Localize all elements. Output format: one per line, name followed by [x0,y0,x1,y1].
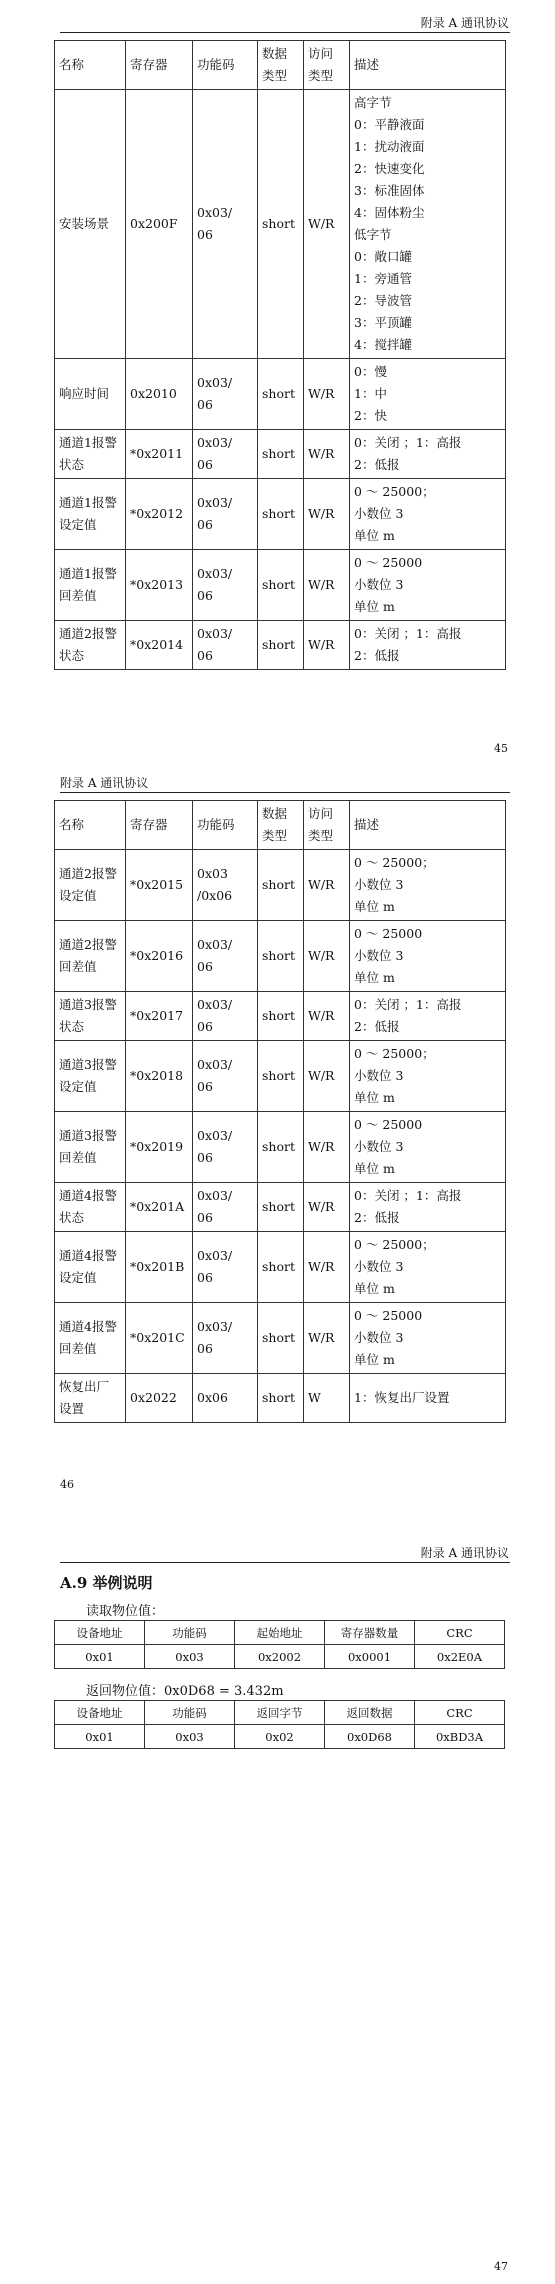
cell-access-type: W/R [304,430,350,479]
description-line: 小数位 3 [354,506,404,521]
table-row [55,992,506,1041]
page-number: 46 [60,1478,74,1491]
cell-register: *0x2014 [126,621,193,670]
description-line: 0：关闭 ；1：高报 [354,626,462,641]
description-line: 0：关闭 ；1：高报 [354,1188,462,1203]
cell-register: 0x2022 [126,1374,193,1423]
cell-function-code: 0x03/ 06 [193,550,258,621]
description-line: 0：平静液面 [354,117,425,132]
cell-name: 安装场景 [55,90,126,359]
cell-function-code: 0x03/ 06 [193,992,258,1041]
cell-description [350,430,506,479]
cell-description [350,90,506,359]
header-rule [60,32,510,33]
cell-function-code: 0x03/ 06 [193,1303,258,1374]
cell-function-code: 0x03/ 06 [193,90,258,359]
description-line: 2：快 [354,408,387,423]
cell-data-type: short [258,1374,304,1423]
cell-access-type: W/R [304,1232,350,1303]
col-name: 名称 [55,801,126,850]
description-line: 0 ～ 25000； [354,1046,435,1061]
cell-name: 通道1报警设定值 [55,479,126,550]
col-data-type: 数据类型 [258,41,304,90]
header-rule [60,792,510,793]
description-line: 3：平顶罐 [354,315,412,330]
table-cell: 功能码 [145,1621,235,1645]
col-function-code: 功能码 [193,41,258,90]
cell-access-type: W/R [304,1183,350,1232]
cell-register: *0x2011 [126,430,193,479]
cell-description [350,850,506,921]
description-line: 低字节 [354,227,392,242]
table-cell: 寄存器数量 [325,1621,415,1645]
cell-register: *0x2018 [126,1041,193,1112]
cell-name: 通道4报警状态 [55,1183,126,1232]
cell-register: *0x2016 [126,921,193,992]
cell-description [350,921,506,992]
table-row [55,1183,506,1232]
table-cell: 0x01 [55,1725,145,1749]
col-function-code: 功能码 [193,801,258,850]
description-line: 2：低报 [354,648,400,663]
cell-register: *0x2013 [126,550,193,621]
cell-data-type: short [258,479,304,550]
cell-name: 通道1报警状态 [55,430,126,479]
description-line: 单位 m [354,1090,395,1105]
page-number: 45 [494,742,508,755]
description-line: 高字节 [354,95,392,110]
cell-register: *0x201C [126,1303,193,1374]
cell-description [350,359,506,430]
cell-register: 0x200F [126,90,193,359]
cell-name: 恢复出厂设置 [55,1374,126,1423]
cell-name: 通道2报警状态 [55,621,126,670]
table-header-row [55,801,506,850]
description-line: 0：关闭 ；1：高报 [354,435,462,450]
table-row [55,1303,506,1374]
cell-data-type: short [258,921,304,992]
cell-description [350,992,506,1041]
description-line: 单位 m [354,599,395,614]
header-rule [60,1562,510,1563]
table-row [55,921,506,992]
cell-name: 通道3报警设定值 [55,1041,126,1112]
page-number: 47 [494,2260,508,2273]
description-line: 2：导波管 [354,293,412,308]
cell-data-type: short [258,1303,304,1374]
description-line: 2：快速变化 [354,161,425,176]
cell-access-type: W/R [304,1112,350,1183]
cell-description [350,1112,506,1183]
col-data-type: 数据类型 [258,801,304,850]
table-cell: 返回字节 [235,1701,325,1725]
cell-name: 通道2报警回差值 [55,921,126,992]
register-table-1 [54,40,506,670]
cell-description [350,1232,506,1303]
cell-register: *0x2019 [126,1112,193,1183]
cell-description [350,1374,506,1423]
cell-data-type: short [258,1183,304,1232]
description-line: 0 ～ 25000； [354,1237,435,1252]
cell-access-type: W/R [304,550,350,621]
return-response-table [54,1700,505,1749]
col-name: 名称 [55,41,126,90]
description-line: 0 ～ 25000； [354,855,435,870]
table-cell: 0x2002 [235,1645,325,1669]
page-3 [0,1530,555,2284]
page-header: 附录 A 通讯协议 [420,16,509,30]
table-cell: 0x02 [235,1725,325,1749]
cell-name: 通道2报警设定值 [55,850,126,921]
description-line: 2：低报 [354,1019,400,1034]
description-line: 小数位 3 [354,577,404,592]
description-line: 小数位 3 [354,948,404,963]
page-1 [0,0,555,760]
table-cell: 0x01 [55,1645,145,1669]
table-row [55,1112,506,1183]
cell-access-type: W/R [304,992,350,1041]
col-register: 寄存器 [126,41,193,90]
cell-name: 通道4报警设定值 [55,1232,126,1303]
col-description: 描述 [350,41,506,90]
cell-name: 通道4报警回差值 [55,1303,126,1374]
table-cell: 0x0D68 [325,1725,415,1749]
description-line: 4：搅拌罐 [354,337,412,352]
table-row [55,1645,505,1669]
cell-function-code: 0x03/ 06 [193,1041,258,1112]
table-cell: 0x03 [145,1725,235,1749]
cell-description [350,1303,506,1374]
cell-data-type: short [258,1112,304,1183]
description-line: 小数位 3 [354,877,404,892]
table-row [55,90,506,359]
cell-function-code: 0x03/ 06 [193,1232,258,1303]
cell-access-type: W/R [304,90,350,359]
cell-data-type: short [258,992,304,1041]
description-line: 0 ～ 25000 [354,1117,423,1132]
table-cell: 0xBD3A [415,1725,505,1749]
table-cell: 0x03 [145,1645,235,1669]
description-line: 单位 m [354,1281,395,1296]
cell-function-code: 0x03/ 06 [193,479,258,550]
table-cell: 0x0001 [325,1645,415,1669]
description-line: 4：固体粉尘 [354,205,425,220]
description-line: 小数位 3 [354,1259,404,1274]
cell-description [350,1183,506,1232]
cell-data-type: short [258,1041,304,1112]
table-row [55,359,506,430]
cell-access-type: W/R [304,1041,350,1112]
cell-access-type: W/R [304,850,350,921]
table-cell: 返回数据 [325,1701,415,1725]
description-line: 1：旁通管 [354,271,412,286]
table-cell: 功能码 [145,1701,235,1725]
table-row [55,1725,505,1749]
description-line: 0：关闭 ；1：高报 [354,997,462,1012]
description-line: 1：中 [354,386,387,401]
table-row [55,621,506,670]
cell-name: 通道3报警状态 [55,992,126,1041]
description-line: 1：恢复出厂设置 [354,1390,450,1405]
description-line: 小数位 3 [354,1330,404,1345]
cell-access-type: W [304,1374,350,1423]
cell-register: *0x201A [126,1183,193,1232]
table-cell: 设备地址 [55,1701,145,1725]
table-row [55,1041,506,1112]
description-line: 单位 m [354,528,395,543]
table-row [55,1374,506,1423]
cell-access-type: W/R [304,1303,350,1374]
description-line: 单位 m [354,899,395,914]
cell-description [350,479,506,550]
cell-name: 通道1报警回差值 [55,550,126,621]
description-line: 0：敞口罐 [354,249,412,264]
description-line: 3：标准固体 [354,183,425,198]
cell-function-code: 0x03/ 06 [193,1112,258,1183]
cell-data-type: short [258,550,304,621]
cell-register: *0x2012 [126,479,193,550]
page-header: 附录 A 通讯协议 [60,776,149,790]
read-caption: 读取物位值： [86,1604,165,1619]
cell-access-type: W/R [304,621,350,670]
table-cell: CRC [415,1701,505,1725]
cell-function-code: 0x03/ 06 [193,1183,258,1232]
col-register: 寄存器 [126,801,193,850]
cell-register: *0x2017 [126,992,193,1041]
description-line: 1：扰动液面 [354,139,425,154]
cell-function-code: 0x03/ 06 [193,621,258,670]
table-header-row [55,1701,505,1725]
cell-register: 0x2010 [126,359,193,430]
cell-data-type: short [258,850,304,921]
description-line: 0 ～ 25000 [354,1308,423,1323]
page-2 [0,760,555,1530]
description-line: 单位 m [354,970,395,985]
cell-description [350,1041,506,1112]
description-line: 2：低报 [354,457,400,472]
cell-register: *0x201B [126,1232,193,1303]
cell-function-code: 0x03/ 06 [193,921,258,992]
cell-description [350,550,506,621]
description-line: 小数位 3 [354,1068,404,1083]
cell-name: 响应时间 [55,359,126,430]
cell-data-type: short [258,90,304,359]
register-table-2 [54,800,506,1423]
cell-access-type: W/R [304,479,350,550]
description-line: 0 ～ 25000 [354,555,423,570]
table-cell: CRC [415,1621,505,1645]
return-caption: 返回物位值：0x0D68 = 3.432m [86,1684,284,1699]
cell-data-type: short [258,1232,304,1303]
table-cell: 起始地址 [235,1621,325,1645]
table-header-row [55,1621,505,1645]
description-line: 2：低报 [354,1210,400,1225]
table-cell: 0x2E0A [415,1645,505,1669]
description-line: 0 ～ 25000； [354,484,435,499]
cell-access-type: W/R [304,921,350,992]
description-line: 单位 m [354,1161,395,1176]
cell-access-type: W/R [304,359,350,430]
table-header-row [55,41,506,90]
cell-register: *0x2015 [126,850,193,921]
table-cell: 设备地址 [55,1621,145,1645]
table-row [55,1232,506,1303]
description-line: 小数位 3 [354,1139,404,1154]
description-line: 0 ～ 25000 [354,926,423,941]
cell-function-code: 0x03 /0x06 [193,850,258,921]
table-row [55,430,506,479]
cell-function-code: 0x03/ 06 [193,359,258,430]
section-title: A.9 举例说明 [60,1574,153,1592]
cell-name: 通道3报警回差值 [55,1112,126,1183]
read-request-table [54,1620,505,1669]
description-line: 0：慢 [354,364,387,379]
description-line: 单位 m [354,1352,395,1367]
cell-data-type: short [258,359,304,430]
cell-description [350,621,506,670]
col-access-type: 访问类型 [304,41,350,90]
table-row [55,479,506,550]
cell-function-code: 0x03/ 06 [193,430,258,479]
col-description: 描述 [350,801,506,850]
table-row [55,550,506,621]
cell-data-type: short [258,430,304,479]
cell-function-code: 0x06 [193,1374,258,1423]
cell-data-type: short [258,621,304,670]
col-access-type: 访问类型 [304,801,350,850]
table-row [55,850,506,921]
page-header: 附录 A 通讯协议 [420,1546,509,1560]
